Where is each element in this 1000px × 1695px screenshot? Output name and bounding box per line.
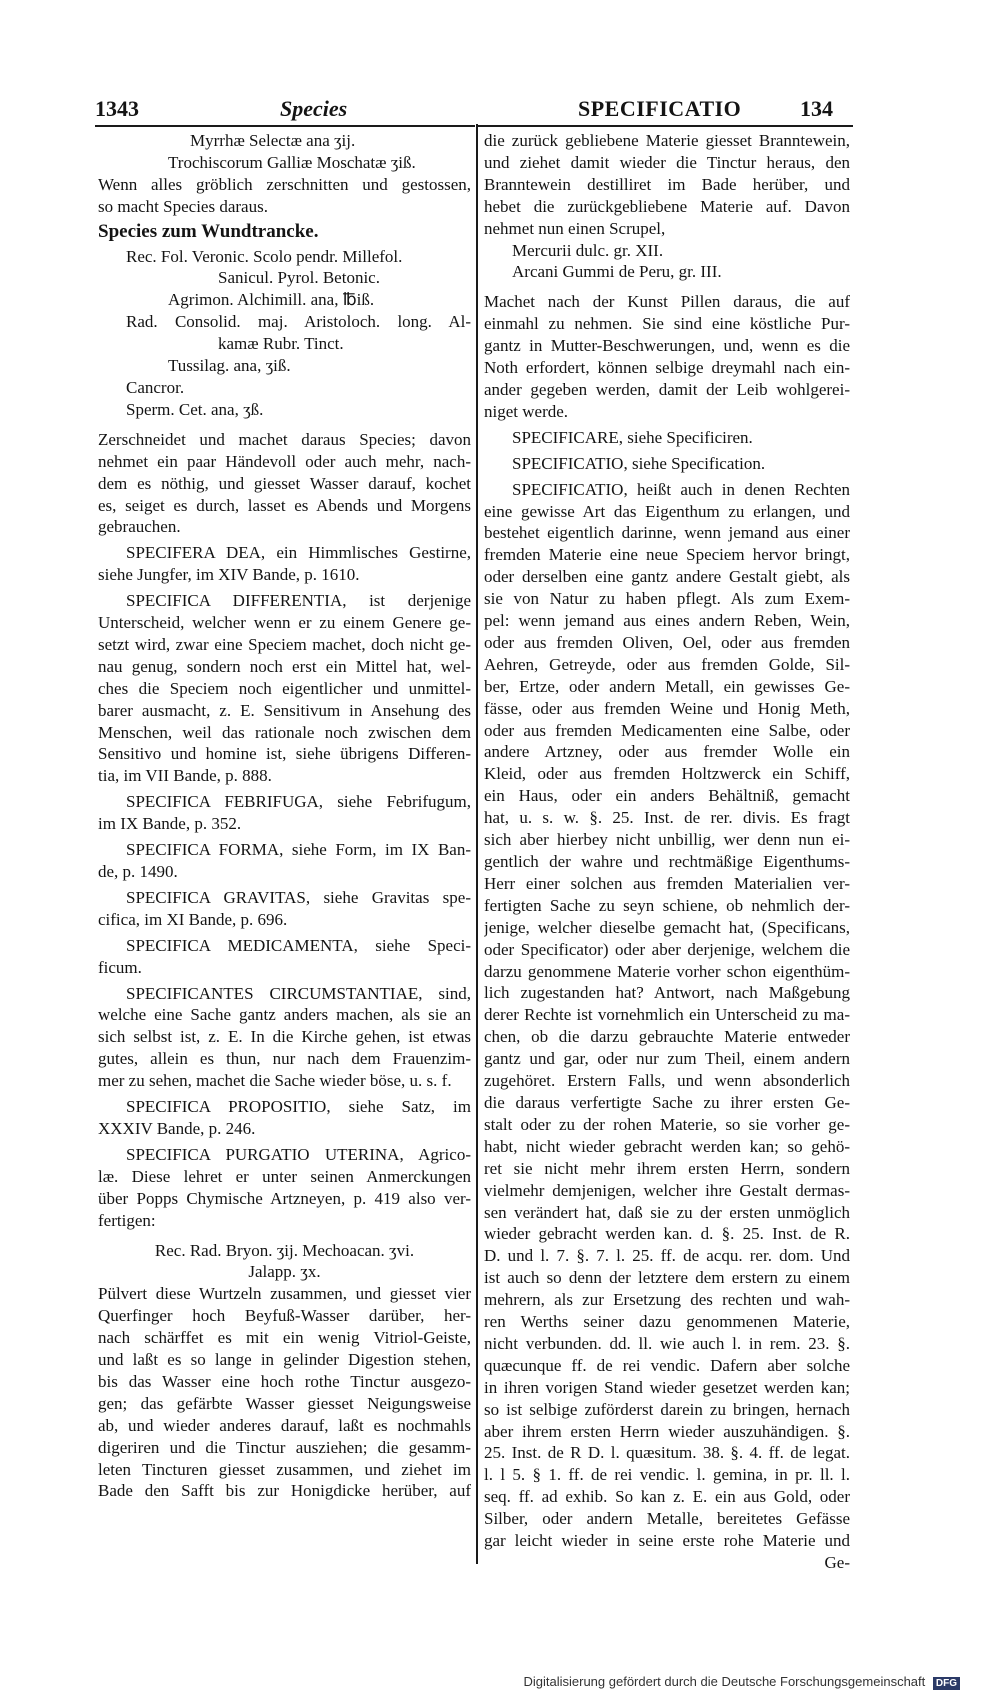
text-line: niget werde. <box>484 401 569 421</box>
text-line: de, p. 1490. <box>98 862 178 881</box>
text-line: Pülvert diese Wurtzeln zusammen, und giesset vier <box>98 1284 471 1304</box>
text-line: Agrimon. Alchimill. ana, ℔iß. <box>168 290 375 310</box>
digitization-credit <box>523 1674 960 1690</box>
text-line: mehrern, als zur Ersetzung des rechten und wah- <box>484 1290 850 1310</box>
running-title-left: Species <box>280 96 348 121</box>
text-line: l. l 5. § 1. ff. de rei vendic. l. gemina, in pr. ll. l. <box>484 1465 850 1485</box>
left-text-column <box>98 130 471 1502</box>
text-line: Tussilag. ana, ʒiß. <box>168 356 291 376</box>
text-line: XXXIV Bande, p. 246. <box>98 1118 256 1138</box>
text-line: oder aus fremden Oliven, Oel, oder aus fremden <box>484 632 850 652</box>
header-rule-right <box>478 125 853 127</box>
text-line: derer Rechte ist vornehmlich ein Unterscheid zu ma- <box>484 1005 850 1025</box>
text-line: Wenn alles gröblich zerschnitten und gestossen, <box>98 174 471 194</box>
text-line: wieder gebracht werden kan. d. §. 25. Inst. de R. <box>484 1224 850 1244</box>
text-line: læ. Diese lehret er unter seinen Anmerckungen <box>98 1166 471 1186</box>
page-number-left: 1343 <box>95 96 139 121</box>
text-line: und laßt es so lange in gelinder Digestion stehen, <box>98 1350 471 1370</box>
text-line: gar leicht wieder in seine erste rohe Materie und <box>484 1531 850 1551</box>
text-line: Sensitivo und homine ist, siehe übrigens Differen- <box>98 744 471 764</box>
text-line: SPECIFICA GRAVITAS, siehe Gravitas spe- <box>126 887 471 907</box>
text-line: nau genug, sondern noch erst ein Mittel hat, wel- <box>98 656 471 676</box>
text-line: Rec. Rad. Bryon. ʒij. Mechoacan. ʒvi. <box>154 1240 415 1260</box>
text-line: über Popps Chymische Artzneyen, p. 419 also ver- <box>98 1188 471 1208</box>
text-line: Sanicul. Pyrol. Betonic. <box>218 268 380 288</box>
text-line: SPECIFICA FEBRIFUGA, siehe Febrifugum, <box>126 792 471 812</box>
text-line: so ist selbige zuförderst darein zu bringen, hernach <box>484 1399 850 1419</box>
text-line: leten Tincturen giesset zusammen, und ziehet im <box>98 1459 471 1479</box>
text-line: in ihren vorigen Stand wieder gesetzet werden kan; <box>484 1377 850 1397</box>
text-line: gantz und gar, oder nur zum Theil, einem andern <box>484 1049 850 1069</box>
text-line: SPECIFICA FORMA, siehe Form, im IX Ban- <box>126 840 471 860</box>
header-rule-left <box>95 125 475 127</box>
text-line: SPECIFICATIO, siehe Specification. <box>512 453 766 473</box>
text-line: oder Specificator) oder aber derjenige, welchem die <box>484 939 850 959</box>
text-line: Kleid, oder aus fremden Holtzwerck ein Schiff, <box>484 764 850 784</box>
text-line: gutes, allein es thun, nur nach dem Frauenzim- <box>98 1049 471 1069</box>
text-line: Silber, oder andern Metalle, bereitetes Gefässe <box>484 1509 850 1529</box>
dfg-logo: DFG <box>933 1677 960 1690</box>
text-line: sich selbst ist, z. E. In die Kirche gehen, ist etwas <box>98 1027 471 1047</box>
text-line: Branntewein destilliret im Bade herüber, und <box>484 174 850 194</box>
right-text-column <box>484 130 850 1574</box>
text-line: welche eine Sache gantz anders machen, als sie an <box>98 1005 471 1025</box>
text-line: ander gegeben werden, damit der Leib wohlgerei- <box>484 379 850 399</box>
text-line: die zurück gebliebene Materie giesset Branntewein, <box>484 131 850 150</box>
text-line: habt, nicht wieder gebracht werden kan; so gehö- <box>484 1136 850 1156</box>
text-line: pel: wenn jemand aus eines andern Reben, Wein, <box>484 611 850 631</box>
text-line: Menschen, weil das rationale noch zwischen dem <box>98 722 471 742</box>
text-line: bis das Wasser eine hoch rothe Tinctur ausgezo- <box>98 1371 471 1391</box>
text-line: nicht verbunden. dd. ll. wie auch l. in rem. 23. §. <box>484 1333 850 1353</box>
text-line: SPECIFICA MEDICAMENTA, siehe Speci- <box>126 935 471 955</box>
text-line: fässe, oder aus fremden Weine und Honig Meth, <box>484 698 850 718</box>
text-line: ficum. <box>98 957 142 977</box>
text-line: Aehren, Getreyde, oder aus fremden Golde, Sil- <box>484 654 850 674</box>
text-line: hebet die zurückgebliebene Materie auf. Davon <box>484 196 850 216</box>
text-line: Arcani Gummi de Peru, gr. III. <box>512 262 722 282</box>
text-line: SPECIFICA PURGATIO UTERINA, Agrico- <box>126 1144 471 1164</box>
text-line: so macht Species daraus. <box>98 196 268 216</box>
text-line: setzt wird, zwar eine Speciem machet, doch nicht ge- <box>98 634 471 654</box>
text-line: ab, und wieder anderes darauf, laßt es nochmahls <box>98 1415 471 1435</box>
text-line: bestehet eigentlich darinne, wenn jemand aus einer <box>484 523 850 543</box>
text-line: eine gewisse Art das Eigenthum zu erlangen, und <box>484 501 850 521</box>
text-line: darzu genommene Materie vorher schon eigenthüm- <box>484 961 850 981</box>
column-divider <box>476 124 478 1564</box>
text-line: nehmet ein paar Händevoll oder auch mehr, nach- <box>98 451 471 471</box>
text-line: SPECIFICA DIFFERENTIA, ist derjenige <box>126 591 471 611</box>
text-line: SPECIFICANTES CIRCUMSTANTIAE, sind, <box>126 983 471 1003</box>
text-line: tia, im VII Bande, p. 888. <box>98 766 272 786</box>
page-number-right: 134 <box>800 96 833 121</box>
text-line: SPECIFICARE, siehe Specificiren. <box>512 427 753 447</box>
text-line: mer zu sehen, machet die Sache wieder böse, u. s. f. <box>98 1071 452 1091</box>
text-line: im IX Bande, p. 352. <box>98 814 242 834</box>
text-line: gentlich der wahre und rechtmäßige Eigenthums- <box>484 852 850 871</box>
text-line: 25. Inst. de R D. l. quæsitum. 38. §. 4. ff. de legat. <box>484 1443 850 1463</box>
text-line: gen; das gefärbte Wasser giesset Neigungsweise <box>98 1393 471 1413</box>
text-line: fertigten Sache zu seyn schiene, ob nehmlich der- <box>484 895 850 915</box>
text-line: andere Artzney, oder aus fremder Wolle ein <box>484 742 850 762</box>
text-line: ist auch so denn der letztere dem erstern zu einem <box>484 1268 850 1288</box>
text-line: zugehöret. Erstern Falls, und wenn absonderlich <box>484 1071 850 1091</box>
text-line: Mercurii dulc. gr. XII. <box>512 240 664 260</box>
text-line: kamæ Rubr. Tinct. <box>218 334 344 354</box>
credit-text: Digitalisierung gefördert durch die Deutsche Forschungsgemeinschaft <box>523 1674 926 1689</box>
text-line: Myrrhæ Selectæ ana ʒij. <box>190 131 356 150</box>
text-line: es, seiget es durch, lasset es Abends und Morgens <box>98 495 471 515</box>
text-line: SPECIFICA PROPOSITIO, siehe Satz, im <box>126 1097 471 1117</box>
text-line: chen, ob die darzu gebrauchte Materie entweder <box>484 1027 850 1047</box>
text-line: oder aus fremden Medicamenten eine Salbe, oder <box>484 720 850 740</box>
text-line: barer ausmacht, z. E. Sensitivum in Ansehung des <box>98 700 471 720</box>
text-line: gebrauchen. <box>98 517 181 537</box>
text-line: gantz in Mutter-Beschwerungen, und, wenn es die <box>484 336 850 356</box>
text-line: aber ihrem ersten Herrn wieder auszuhändigen. §. <box>484 1421 850 1441</box>
text-line: ret sie nicht mehr ihrem ersten Herrn, sondern <box>484 1158 850 1178</box>
text-line: fertigen: <box>98 1210 156 1230</box>
text-line: jenige, welcher dieselbe gemacht hat, (Specificans, <box>484 917 850 937</box>
running-title-right: SPECIFICATIO <box>578 96 742 121</box>
text-line: fremden Materie eine neue Speciem hervor bringt, <box>484 545 850 565</box>
text-line: Machet nach der Kunst Pillen daraus, die auf <box>484 292 850 312</box>
text-line: SPECIFICATIO, heißt auch in denen Rechten <box>512 479 850 499</box>
text-line: lich zugestanden hat? Antwort, nach Maßgebung <box>484 983 850 1003</box>
text-line: Herr einer solchen aus fremden Materialien ver- <box>484 873 850 893</box>
text-line: Zerschneidet und machet daraus Species; davon <box>98 429 471 449</box>
text-line: ber, Ertze, oder andern Metall, ein gewisses Ge- <box>484 676 850 696</box>
text-line: Cancror. <box>126 377 185 397</box>
text-line: die daraus verfertigte Sache zu ihrer ersten Ge- <box>484 1092 850 1112</box>
text-line: Rad. Consolid. maj. Aristoloch. long. Al- <box>126 312 471 332</box>
text-line: Unterscheid, welcher wenn er zu einem Genere ge- <box>98 613 471 633</box>
text-line: Rec. Fol. Veronic. Scolo pendr. Millefol. <box>126 246 403 266</box>
text-line: digeriren und die Tinctur ausziehen; die gesamm- <box>98 1437 471 1457</box>
text-line: oder derselben eine gantz andere Gestalt giebt, als <box>484 567 850 587</box>
text-line: und ziehet damit wieder die Tinctur heraus, den <box>484 152 850 172</box>
section-heading: Species zum Wundtrancke. <box>98 220 319 242</box>
text-line: D. und l. 7. §. 7. l. 25. ff. de acqu. rer. dom. Und <box>484 1246 850 1266</box>
text-line: Sperm. Cet. ana, ʒß. <box>126 399 264 419</box>
text-line: nach schärffet es mit ein wenig Vitriol-Geiste, <box>98 1328 471 1348</box>
text-line: seq. ff. ad exhib. So kan z. E. ein aus Gold, oder <box>484 1487 850 1507</box>
text-line: sich aber hierbey nicht unbillig, wer denn nun ei- <box>484 830 850 850</box>
text-line: vielmehr demjenigen, welcher ihre Gestalt dermas- <box>484 1180 850 1200</box>
text-line: Querfinger hoch Beyfuß-Wasser darüber, her- <box>98 1306 471 1326</box>
text-line: quæcunque ff. de rei vendic. Dafern aber solche <box>484 1355 850 1375</box>
text-line: nehmet nun einen Scrupel, <box>484 218 666 238</box>
text-line: ein Haus, oder ein anders Behältniß, gemacht <box>484 786 850 806</box>
text-line: Ge- <box>824 1553 850 1572</box>
text-line: ren Werths seiner dazu genommenen Materie, <box>484 1312 850 1332</box>
text-line: Jalapp. ʒx. <box>248 1262 321 1282</box>
text-line: hat, u. s. w. §. 25. Inst. de rer. divis. Es fragt <box>484 808 850 828</box>
text-line: SPECIFERA DEA, ein Himmlisches Gestirne, <box>126 543 471 563</box>
text-line: stalt oder zu der rohen Materie, so sie vorher ge- <box>484 1114 850 1134</box>
text-line: sie von Natur zu haben pflegt. Als zum Exem- <box>484 589 850 609</box>
text-line: Trochiscorum Galliæ Moschatæ ʒiß. <box>168 152 416 172</box>
text-line: sen verändert hat, daß sie zu der ersten unmöglich <box>484 1202 850 1222</box>
text-line: ches die Speciem noch eigentlicher und unmittel- <box>98 678 471 698</box>
text-line: einmahl zu nehmen. Sie sind eine köstliche Pur- <box>484 314 850 334</box>
text-line: Noth erfordert, können selbige dreymahl nach ein- <box>484 358 850 378</box>
text-line: siehe Jungfer, im XIV Bande, p. 1610. <box>98 565 360 585</box>
text-line: Bade den Safft bis zur Honigdicke herüber, auf <box>98 1481 471 1501</box>
text-line: cifica, im XI Bande, p. 696. <box>98 909 288 929</box>
text-line: dem es nöthig, und giesset Wasser darauf, kochet <box>98 473 471 493</box>
